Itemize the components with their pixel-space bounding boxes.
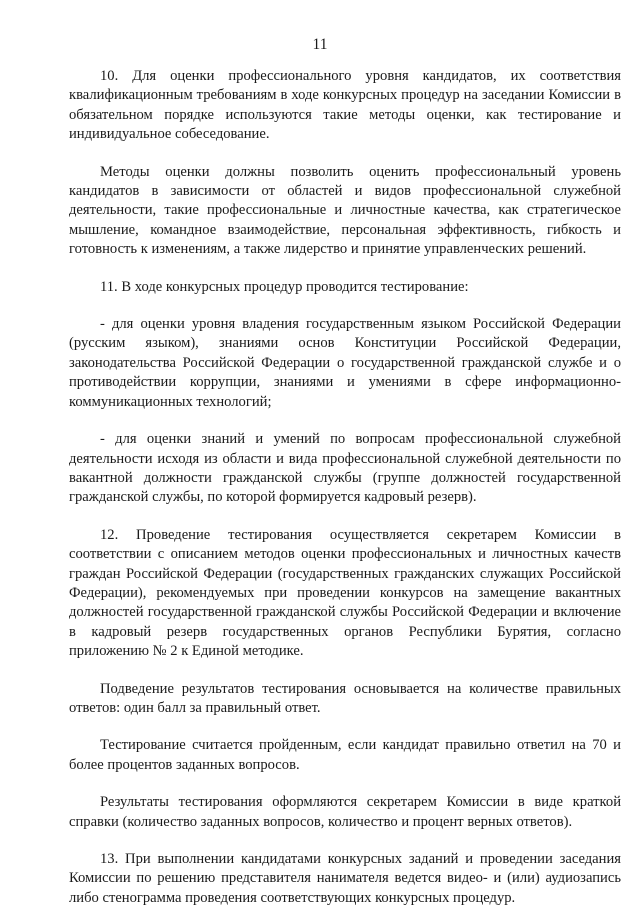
- paragraph-methods: Методы оценки должны позволить оценить профессиональный уровень кандидатов в зависимости от областей и видов профессиональной служебной деятельности, такие профессиональные и личностные качества, как стратегическое мышление, командное взаимодействие, персональная эффективность, гибкость и готовность к изменениям, а также лидерство и принятие управленческих решений.: [69, 163, 621, 258]
- list-item-professional-test: - для оценки знаний и умений по вопросам профессиональной служебной деятельности исходя из области и вида профессиональной служебной деятельности по вакантной должности гражданской службы (группе должностей государственной гражданской службы, по которой формируется кадровый резерв).: [69, 431, 621, 506]
- paragraph-results: Результаты тестирования оформляются секретарем Комиссии в виде краткой справки (количество заданных вопросов, количество и процент верных ответов).: [69, 794, 621, 830]
- paragraph-pass-threshold: Тестирование считается пройденным, если кандидат правильно ответил на 70 и более процентов заданных вопросов.: [69, 737, 621, 773]
- document-body: [69, 67, 621, 905]
- paragraph-scoring: Подведение результатов тестирования основывается на количестве правильных ответов: один балл за правильный ответ.: [69, 680, 621, 716]
- paragraph-10: 10. Для оценки профессионального уровня кандидатов, их соответствия квалификационным требованиям в ходе конкурсных процедур на заседании Комиссии в обязательном порядке используются такие методы оценки, как тестирование и индивидуальное собеседование.: [69, 68, 621, 143]
- paragraph-11: 11. В ходе конкурсных процедур проводится тестирование:: [100, 278, 469, 295]
- page-number: 11: [312, 36, 328, 53]
- paragraph-12: 12. Проведение тестирования осуществляется секретарем Комиссии в соответствии с описанием методов оценки профессиональных и личностных качеств граждан Российской Федерации (государственных гражданских служащих Российской Федерации), рекомендуемых при проведении конкурсов на замещение вакантных должностей государственной гражданской службы Российской Федерации и включение в кадровый резерв государственных органов Республики Бурятия, согласно приложению № 2 к Единой методике.: [69, 526, 621, 660]
- list-item-language-test: - для оценки уровня владения государственным языком Российской Федерации (русским языком), знаниями основ Конституции Российской Федерации, законодательства Российской Федерации о государственной гражданской службе и о противодействии коррупции, знаниями и умениями в сфере информационно-коммуникационных технологий;: [69, 316, 621, 410]
- paragraph-13: 13. При выполнении кандидатами конкурсных заданий и проведении заседания Комиссии по решению представителя нанимателя ведется видео- и (или) аудиозапись либо стенограмма проведения соответствующих конкурсных процедур.: [69, 851, 621, 905]
